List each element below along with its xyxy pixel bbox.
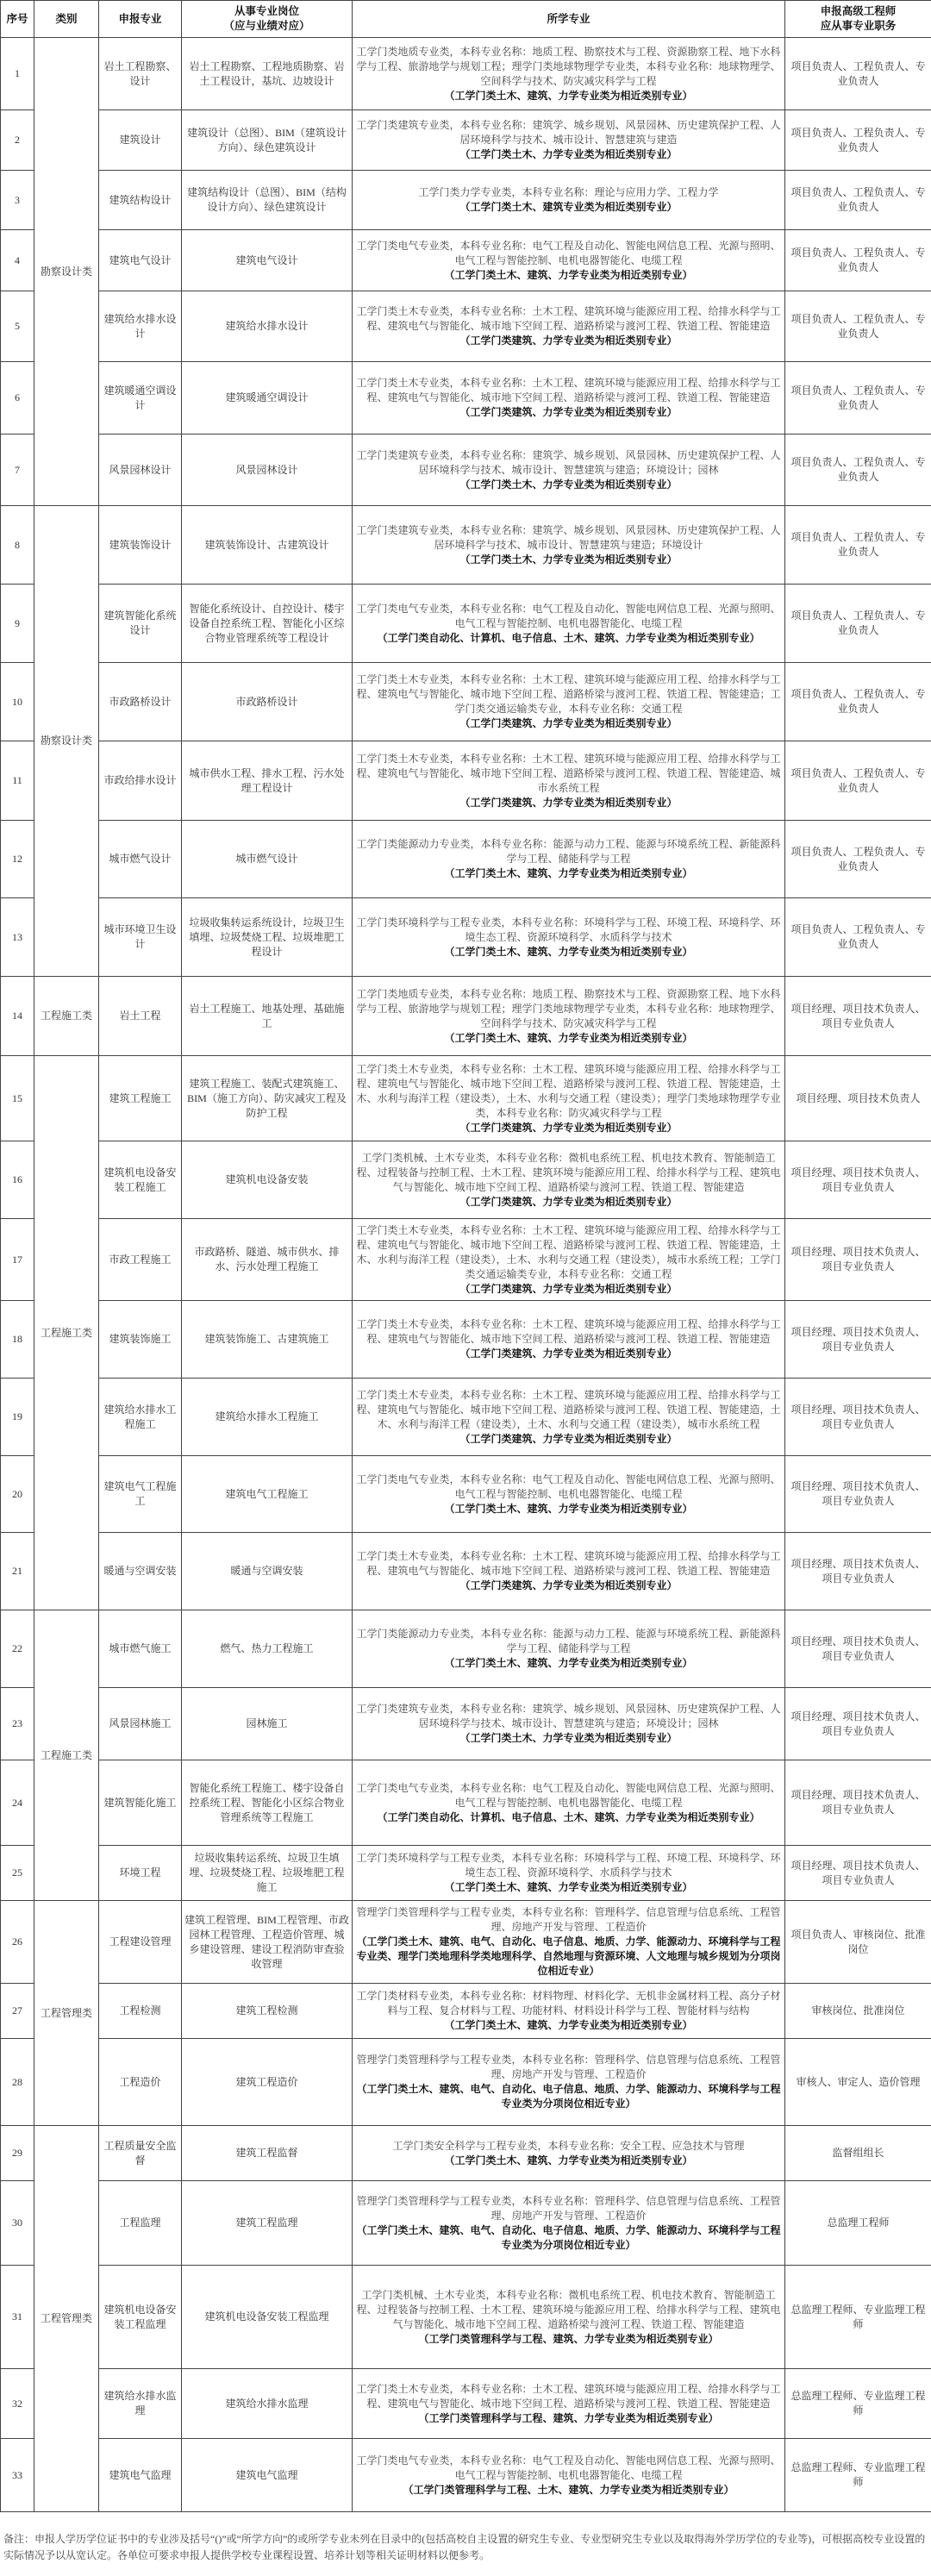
header-major: 申报专业 (99, 1, 182, 38)
required-duty: 项目经理、项目技术负责人 (785, 1056, 931, 1141)
studied-major-list: 工学门类地质专业类，本科专业名称：地质工程、勘察技术与工程、资源勘察工程、地下水科学与工程、旅游地学与规划工程；理学门类地球物理学专业类，本科专业名称：地球物理学、空间科学与技术、防灾减灾科学与工程 (356, 987, 781, 1029)
required-duty: 项目经理、项目技术负责人、项目专业负责人 (785, 1610, 931, 1688)
category-cell: 勘察设计类 (34, 506, 99, 977)
declared-major: 工程质量安全监督 (99, 2126, 182, 2181)
required-duty: 项目负责人、工程负责人、专业负责人 (785, 898, 931, 977)
studied-major-list: 工学门类安全科学与工程专业类，本科专业名称：安全工程、应急技术与管理 (392, 2139, 745, 2152)
studied-major (353, 291, 785, 362)
row-number: 14 (1, 977, 34, 1056)
header-position-line1: 从事专业岗位 (234, 5, 299, 17)
category-cell: 工程施工类 (34, 1056, 99, 1610)
related-majors-note: （工学门类土木、建筑专业类为相近类别专业） (459, 201, 678, 213)
declared-major: 风景园林施工 (99, 1688, 182, 1760)
required-duty: 项目经理、项目技术负责人、项目专业负责人 (785, 1688, 931, 1760)
related-majors-note: （工学门类建筑、力学专业类为相近类别专业） (459, 1121, 678, 1134)
table-row (1, 435, 931, 506)
row-number: 24 (1, 1760, 34, 1846)
related-majors-note: （工学门类土木、建筑、电气、自动化、电子信息、地质、力学、能源动力、环境科学与工程专业类为分项岗位相近专业） (356, 2223, 781, 2251)
studied-major (353, 1846, 785, 1901)
row-number: 8 (1, 506, 34, 585)
table-row (1, 663, 931, 741)
required-duty: 总监理工程师、专业监理工程师 (785, 2439, 931, 2512)
table-row (1, 2369, 931, 2439)
row-number: 19 (1, 1379, 34, 1456)
row-number: 28 (1, 2039, 34, 2126)
studied-major-list: 工学门类土木专业类，本科专业名称：土木工程、建筑环境与能源应用工程、给排水科学与工程、建筑电气与智能化、城市地下空间工程、道路桥梁与渡河工程、铁道工程、智能建造、城市水系统工程 (356, 752, 781, 794)
required-duty: 审核人、审定人、造价管理 (785, 2039, 931, 2126)
studied-major (353, 1688, 785, 1760)
required-duty: 项目负责人、工程负责人、专业负责人 (785, 435, 931, 506)
row-number: 20 (1, 1456, 34, 1533)
header-duty (785, 1, 931, 38)
category-cell: 勘察设计类 (34, 38, 99, 506)
related-majors-note: （工学门类土木、力学专业类为相近类别专业） (459, 553, 678, 566)
studied-major (353, 898, 785, 977)
studied-major-list: 工学门类土木专业类，本科专业名称：土木工程、建筑环境与能源应用工程、给排水科学与工程、建筑电气与智能化、城市地下空间工程、道路桥梁与渡河工程、铁道工程、智能建造，土木、水利与海洋工程（建设类），土木、水利与交通工程（建设类），城市水系统工程 (356, 1388, 781, 1430)
required-duty: 项目经理、项目技术负责人、项目专业负责人 (785, 1141, 931, 1219)
declared-major: 建筑结构设计 (99, 171, 182, 230)
table-row (1, 1846, 931, 1901)
studied-major (353, 663, 785, 741)
required-duty: 项目经理、项目技术负责人、项目专业负责人 (785, 1760, 931, 1846)
required-duty: 项目经理、项目技术负责人、项目专业负责人 (785, 1846, 931, 1901)
studied-major (353, 362, 785, 435)
related-majors-note: （工学门类建筑、力学专业类为相近类别专业） (459, 1432, 678, 1445)
studied-major-list: 工学门类建筑专业类，本科专业名称：建筑学、城乡规划、风景园林、历史建筑保护工程、人居环境科学与技术、城市设计、智慧建筑与建造 (356, 119, 781, 146)
professional-position: 垃圾收集转运系统、垃圾卫生填埋、垃圾焚烧工程、垃圾堆肥工程施工 (182, 1846, 353, 1901)
row-number: 11 (1, 741, 34, 821)
required-duty: 项目经理、项目技术负责人、项目专业负责人 (785, 1456, 931, 1533)
studied-major-list: 管理学门类管理科学与工程专业类，本科专业名称：管理科学、信息管理与信息系统、工程管理、房地产开发与管理、工程造价 (356, 2194, 781, 2222)
row-number: 18 (1, 1301, 34, 1379)
declared-major: 建筑给水排水监理 (99, 2369, 182, 2439)
studied-major (353, 2369, 785, 2439)
declared-major: 建筑机电设备安装工程监理 (99, 2266, 182, 2369)
professional-position: 建筑工程管理、BIM工程管理、市政园林工程管理、工程造价管理、城乡建设管理、建设工程消防审查验收管理 (182, 1901, 353, 1984)
related-majors-note: （工学门类土木、建筑、力学专业类为相近类别专业） (444, 945, 693, 958)
professional-position: 市政路桥设计 (182, 663, 353, 741)
declared-major: 建筑电气监理 (99, 2439, 182, 2512)
studied-major (353, 2266, 785, 2369)
professional-position: 建筑机电设备安装工程监理 (182, 2266, 353, 2369)
professional-position: 岩土工程勘察、工程地质勘察、岩土工程设计，基坑、边坡设计 (182, 38, 353, 110)
studied-major-list: 工学门类电气专业类，本科专业名称：电气工程及自动化、智能电网信息工程、光源与照明、电气工程与智能控制、电机电器智能化、电缆工程 (356, 2454, 781, 2481)
declared-major: 建筑设计 (99, 110, 182, 171)
professional-position: 建筑电气设计 (182, 230, 353, 291)
declared-major: 建筑装饰设计 (99, 506, 182, 585)
table-row (1, 1141, 931, 1219)
studied-major (353, 1984, 785, 2039)
related-majors-note: （工学门类管理科学与工程、土木、建筑、力学专业类为相近类别专业） (403, 2483, 734, 2496)
related-majors-note: （工学门类建筑、力学专业类为相近类别专业） (459, 1195, 678, 1208)
row-number: 31 (1, 2266, 34, 2369)
row-number: 32 (1, 2369, 34, 2439)
header-duty-line2: 应从事专业职务 (820, 20, 897, 32)
header-position-line2: （应与业绩对应） (223, 20, 310, 32)
related-majors-note: （工学门类建筑、力学专业类为相近类别专业） (459, 717, 678, 729)
professional-position: 建筑电气监理 (182, 2439, 353, 2512)
table-row (1, 1301, 931, 1379)
studied-major (353, 1056, 785, 1141)
related-majors-note: （工学门类土木、建筑、力学专业类为相近类别专业） (444, 867, 693, 879)
related-majors-note: （工学门类建筑、力学专业类为相近类别专业） (459, 406, 678, 418)
declared-major: 风景园林设计 (99, 435, 182, 506)
category-cell: 工程管理类 (34, 2126, 99, 2512)
table-row (1, 1688, 931, 1760)
row-number: 26 (1, 1901, 34, 1984)
professional-position: 建筑工程检测 (182, 1984, 353, 2039)
table-row (1, 110, 931, 171)
related-majors-note: （工学门类建筑、力学专业类为相近类别专业） (459, 1347, 678, 1360)
required-duty: 项目经理、项目技术负责人、项目专业负责人 (785, 1219, 931, 1301)
row-number: 2 (1, 110, 34, 171)
row-number: 27 (1, 1984, 34, 2039)
table-row (1, 230, 931, 291)
declared-major: 工程检测 (99, 1984, 182, 2039)
row-number: 25 (1, 1846, 34, 1901)
required-duty: 总监理工程师、专业监理工程师 (785, 2369, 931, 2439)
studied-major (353, 585, 785, 663)
declared-major: 市政给排水设计 (99, 741, 182, 821)
header-studied: 所学专业 (353, 1, 785, 38)
required-duty: 项目负责人、工程负责人、专业负责人 (785, 663, 931, 741)
professional-position: 建筑装饰设计、古建筑设计 (182, 506, 353, 585)
related-majors-note: （工学门类自动化、计算机、电子信息、土木、建筑、力学专业类为相近类别专业） (377, 631, 760, 644)
related-majors-note: （工学门类建筑、力学专业类为相近类别专业） (459, 1579, 678, 1591)
declared-major: 岩土工程勘察、设计 (99, 38, 182, 110)
table-row (1, 1379, 931, 1456)
table-row (1, 2181, 931, 2266)
professional-position: 垃圾收集转运系统设计，垃圾卫生填埋、垃圾焚烧工程、垃圾堆肥工程设计 (182, 898, 353, 977)
table-row (1, 1533, 931, 1610)
row-number: 30 (1, 2181, 34, 2266)
declared-major: 市政工程施工 (99, 1219, 182, 1301)
studied-major (353, 1533, 785, 1610)
required-duty: 项目经理、项目技术负责人、项目专业负责人 (785, 1533, 931, 1610)
professional-position: 智能化系统工程施工、楼宇设备自控系统工程、智能化小区综合物业管理系统等工程施工 (182, 1760, 353, 1846)
table-row (1, 2126, 931, 2181)
table-row (1, 2266, 931, 2369)
studied-major-list: 工学门类地质专业类，本科专业名称：地质工程、勘察技术与工程、资源勘察工程、地下水科学与工程、旅游地学与规划工程；理学门类地球物理学专业类，本科专业名称：地球物理学、空间科学与技术、防灾减灾科学与工程 (356, 45, 781, 87)
related-majors-note: （工学门类土木、建筑、力学专业类为相近类别专业） (444, 268, 693, 281)
related-majors-note: （工学门类土木、力学专业类为相近类别专业） (459, 1732, 678, 1744)
studied-major-list: 工学门类能源动力专业类，本科专业名称：能源与动力工程、能源与环境系统工程、新能源科学与工程、储能科学与工程 (356, 838, 781, 865)
row-number: 4 (1, 230, 34, 291)
studied-major-list: 工学门类机械、土木专业类，本科专业名称：微机电系统工程、机电技术教育、智能制造工程、过程装备与控制工程、土木工程、建筑环境与能源应用工程、给排水科学与工程、建筑电气与智能化、城市地下空间工程、道路桥梁与渡河工程、铁道工程、智能建造 (356, 1151, 781, 1193)
studied-major-list: 工学门类环境科学与工程专业类，本科专业名称：环境科学与工程、环境工程、环境科学、环境生态工程、资源环境科学、水质科学与技术 (356, 1852, 781, 1879)
declared-major: 建筑电气工程施工 (99, 1456, 182, 1533)
required-duty: 项目负责人、工程负责人、专业负责人 (785, 585, 931, 663)
studied-major-list: 工学门类建筑专业类，本科专业名称：建筑学、城乡规划、风景园林、历史建筑保护工程、人居环境科学与技术、城市设计、智慧建筑与建造；环境设计；园林 (356, 448, 781, 476)
studied-major-list: 工学门类土木专业类，本科专业名称：土木工程、建筑环境与能源应用工程、给排水科学与工程、建筑电气与智能化、城市地下空间工程、道路桥梁与渡河工程、铁道工程、智能建造，土木、水利与海洋工程（建设类），土木、水利与交通工程（建设类），城市水系统工程；工学门类交通运输类专业，本科专业名称：交通工程 (356, 1223, 781, 1280)
professional-position: 建筑装饰施工、古建筑施工 (182, 1301, 353, 1379)
related-majors-note: （工学门类管理科学与工程、建筑、力学专业类为相近类别专业） (418, 2411, 719, 2424)
table-row (1, 1610, 931, 1688)
studied-major (353, 1301, 785, 1379)
required-duty: 项目经理、项目技术负责人、项目专业负责人 (785, 1379, 931, 1456)
header-position (182, 1, 353, 38)
studied-major-list: 管理学门类管理科学与工程专业类，本科专业名称：管理科学、信息管理与信息系统、工程管理、房地产开发与管理、工程造价 (356, 2054, 781, 2080)
studied-major (353, 1141, 785, 1219)
studied-major-list: 工学门类能源动力专业类，本科专业名称：能源与动力工程、能源与环境系统工程、新能源科学与工程、储能科学与工程 (356, 1628, 781, 1654)
required-duty: 监督组组长 (785, 2126, 931, 2181)
required-duty: 项目负责人、审核岗位、批准岗位 (785, 1901, 931, 1984)
row-number: 12 (1, 821, 34, 898)
row-number: 6 (1, 362, 34, 435)
required-duty: 总监理工程师 (785, 2181, 931, 2266)
studied-major (353, 1610, 785, 1688)
studied-major (353, 1379, 785, 1456)
studied-major-list: 工学门类电气专业类，本科专业名称：电气工程及自动化、智能电网信息工程、光源与照明、电气工程与智能控制、电机电器智能化、电缆工程 (356, 1472, 781, 1500)
footnote: 备注：申报人学历学位证书中的专业涉及括号“()”或“所学方向”的或所学专业未列在目录中的(包括高校自主设置的研究生专业、专业型研究生专业以及取得海外学历学位的专业等)，可根据高校专业设置的实际情况予以从宽认定。各单位可要求申报人提供学校专业课程设置、培养计划等相关证明材料以便参考。 (3, 2533, 926, 2561)
declared-major: 建筑给水排水工程施工 (99, 1379, 182, 1456)
table-row (1, 506, 931, 585)
table-row (1, 38, 931, 110)
related-majors-note: （工学门类土木、建筑、力学专业类为相近类别专业） (444, 89, 693, 102)
professional-position: 建筑给水排水监理 (182, 2369, 353, 2439)
professional-position: 建筑给水排水设计 (182, 291, 353, 362)
professional-position: 园林施工 (182, 1688, 353, 1760)
row-number: 3 (1, 171, 34, 230)
declared-major: 工程造价 (99, 2039, 182, 2126)
professional-position: 建筑结构设计（总图）、BIM（结构设计方向）、绿色建筑设计 (182, 171, 353, 230)
declared-major: 建筑工程施工 (99, 1056, 182, 1141)
studied-major-list: 工学门类土木专业类，本科专业名称：土木工程、建筑环境与能源应用工程、给排水科学与工程、建筑电气与智能化、城市地下空间工程、道路桥梁与渡河工程、铁道工程、智能建造 (356, 377, 781, 403)
studied-major-list: 工学门类环境科学与工程专业类，本科专业名称：环境科学与工程、环境工程、环境科学、环境生态工程、资源环境科学、水质科学与技术 (356, 916, 781, 943)
related-majors-note: （工学门类土木、建筑、电气、自动化、电子信息、地质、力学、能源动力、环境科学与工程专业类为分项岗位相近专业） (356, 2083, 781, 2110)
declared-major: 建筑暖通空调设计 (99, 362, 182, 435)
declared-major: 城市燃气施工 (99, 1610, 182, 1688)
studied-major (353, 1760, 785, 1846)
related-majors-note: （工学门类土木、建筑、力学专业类为相近类别专业） (444, 1657, 693, 1669)
required-duty: 项目负责人、工程负责人、专业负责人 (785, 741, 931, 821)
row-number: 23 (1, 1688, 34, 1760)
studied-major (353, 821, 785, 898)
studied-major (353, 2181, 785, 2266)
table-row (1, 171, 931, 230)
related-majors-note: （工学门类土木、力学专业类为相近类别专业） (459, 148, 678, 160)
table-row (1, 977, 931, 1056)
row-number: 22 (1, 1610, 34, 1688)
related-majors-note: （工学门类自动化、计算机、电子信息、土木、建筑、力学专业类为相近类别专业） (377, 1810, 760, 1823)
studied-major (353, 230, 785, 291)
header-category: 类别 (34, 1, 99, 38)
declared-major: 市政路桥设计 (99, 663, 182, 741)
declared-major: 建筑电气设计 (99, 230, 182, 291)
related-majors-note: （工学门类土木、力学专业类为相近类别专业） (459, 478, 678, 491)
studied-major-list: 工学门类机械、土木专业类，本科专业名称：微机电系统工程、机电技术教育、智能制造工程、过程装备与控制工程、土木工程、建筑环境与能源应用工程、给排水科学与工程、建筑电气与智能化、城市地下空间工程、道路桥梁与渡河工程、铁道工程、智能建造 (356, 2288, 781, 2330)
professional-position: 智能化系统设计、自控设计、楼宇设备自控系统工程、智能化小区综合物业管理系统等工程设计 (182, 585, 353, 663)
related-majors-note: （工学门类管理科学与工程、建筑、力学专业类为相近类别专业） (418, 2332, 719, 2345)
related-majors-note: （工学门类土木、建筑、力学专业类为相近类别专业） (444, 2019, 693, 2031)
professional-position: 岩土工程施工、地基处理、基础施工 (182, 977, 353, 1056)
table-row (1, 1456, 931, 1533)
professional-position: 建筑机电设备安装 (182, 1141, 353, 1219)
studied-major (353, 1901, 785, 1984)
table-body (1, 38, 931, 2512)
declared-major: 建筑装饰施工 (99, 1301, 182, 1379)
row-number: 16 (1, 1141, 34, 1219)
related-majors-note: （工学门类土木、建筑、电气、自动化、电子信息、地质、力学、能源动力、环境科学与工程专业类、理学门类地理科学类地理科学、自然地理与资源环境、人文地理与城乡规划为分项岗位相近专业） (356, 1935, 781, 1977)
row-number: 33 (1, 2439, 34, 2512)
declared-major: 工程建设管理 (99, 1901, 182, 1984)
required-duty: 审核岗位、批准岗位 (785, 1984, 931, 2039)
table-row (1, 1901, 931, 1984)
studied-major-list: 工学门类建筑专业类，本科专业名称：建筑学、城乡规划、风景园林、历史建筑保护工程、人居环境科学与技术、城市设计、智慧建筑与建造；环境设计 (356, 523, 781, 551)
row-number: 1 (1, 38, 34, 110)
studied-major-list: 工学门类土木专业类，本科专业名称：土木工程、建筑环境与能源应用工程、给排水科学与工程、建筑电气与智能化、城市地下空间工程、道路桥梁与渡河工程、铁道工程、智能建造 (356, 1550, 781, 1577)
category-cell: 工程施工类 (34, 977, 99, 1056)
professional-position: 建筑工程造价 (182, 2039, 353, 2126)
professional-position: 燃气、热力工程施工 (182, 1610, 353, 1688)
studied-major (353, 506, 785, 585)
related-majors-note: （工学门类土木、建筑、力学专业类为相近类别专业） (444, 1031, 693, 1044)
studied-major-list: 工学门类力学专业类，本科专业名称：理论与应用力学、工程力学 (418, 186, 719, 198)
studied-major-list: 工学门类电气专业类，本科专业名称：电气工程及自动化、智能电网信息工程、光源与照明、电气工程与智能控制、电机电器智能化、电缆工程 (356, 602, 781, 629)
table-row (1, 585, 931, 663)
professional-position: 建筑工程施工、装配式建筑施工、BIM（施工方向）、防灾减灾工程及防护工程 (182, 1056, 353, 1141)
required-duty: 总监理工程师、专业监理工程师 (785, 2266, 931, 2369)
studied-major (353, 741, 785, 821)
required-duty: 项目负责人、工程负责人、专业负责人 (785, 171, 931, 230)
row-number: 21 (1, 1533, 34, 1610)
studied-major (353, 1456, 785, 1533)
required-duty: 项目负责人、工程负责人、专业负责人 (785, 821, 931, 898)
declared-major: 建筑智能化施工 (99, 1760, 182, 1846)
studied-major (353, 2439, 785, 2512)
row-number: 17 (1, 1219, 34, 1301)
studied-major-list: 工学门类土木专业类，本科专业名称：土木工程、建筑环境与能源应用工程、给排水科学与工程、建筑电气与智能化、城市地下空间工程、道路桥梁与渡河工程、铁道工程、智能建造，土木、水利与海洋工程（建设类），土木、水利与交通工程（建设类）；理学门类地球物理学专业类，本科专业名称：防灾减灾科学与工程 (356, 1062, 781, 1119)
studied-major (353, 435, 785, 506)
professional-position: 建筑设计（总图）、BIM（建筑设计方向）、绿色建筑设计 (182, 110, 353, 171)
required-duty: 项目负责人、工程负责人、专业负责人 (785, 38, 931, 110)
declared-major: 工程监理 (99, 2181, 182, 2266)
studied-major-list: 工学门类土木专业类，本科专业名称：土木工程、建筑环境与能源应用工程、给排水科学与工程、建筑电气与智能化、城市地下空间工程、道路桥梁与渡河工程、铁道工程、智能建造 (356, 1318, 781, 1345)
professional-position: 建筑给水排水工程施工 (182, 1379, 353, 1456)
related-majors-note: （工学门类建筑、力学专业类为相近类别专业） (459, 796, 678, 809)
required-duty: 项目负责人、工程负责人、专业负责人 (785, 506, 931, 585)
declared-major: 岩土工程 (99, 977, 182, 1056)
professional-position: 建筑工程监督 (182, 2126, 353, 2181)
header-no: 序号 (1, 1, 34, 38)
table-row (1, 1760, 931, 1846)
required-duty: 项目负责人、工程负责人、专业负责人 (785, 291, 931, 362)
studied-major (353, 171, 785, 230)
studied-major-list: 工学门类土木专业类，本科专业名称：土木工程、建筑环境与能源应用工程、给排水科学与工程、建筑电气与智能化、城市地下空间工程、道路桥梁与渡河工程、铁道工程、智能建造；工学门类交通运输类专业，本科专业名称：交通工程 (356, 673, 781, 715)
required-duty: 项目经理、项目技术负责人、项目专业负责人 (785, 977, 931, 1056)
related-majors-note: （工学门类土木、建筑、力学专业类为相近类别专业） (444, 2154, 693, 2166)
studied-major (353, 38, 785, 110)
studied-major-list: 工学门类土木专业类，本科专业名称：土木工程、建筑环境与能源应用工程、给排水科学与工程、建筑电气与智能化、城市地下空间工程、道路桥梁与渡河工程、铁道工程、智能建造 (356, 2382, 781, 2410)
table-row (1, 291, 931, 362)
row-number: 13 (1, 898, 34, 977)
related-majors-note: （工学门类建筑、力学专业类为相近类别专业） (459, 335, 678, 347)
studied-major-list: 工学门类电气专业类，本科专业名称：电气工程及自动化、智能电网信息工程、光源与照明、电气工程与智能控制、电机电器智能化、电缆工程 (356, 1781, 781, 1809)
table-row (1, 1984, 931, 2039)
professional-position: 建筑暖通空调设计 (182, 362, 353, 435)
header-duty-line1: 申报高级工程师 (820, 5, 897, 17)
declared-major: 城市燃气设计 (99, 821, 182, 898)
table-row (1, 2439, 931, 2512)
table-row (1, 741, 931, 821)
row-number: 9 (1, 585, 34, 663)
declared-major: 建筑给水排水设计 (99, 291, 182, 362)
row-number: 7 (1, 435, 34, 506)
professional-position: 市政路桥、隧道、城市供水、排水、污水处理工程施工 (182, 1219, 353, 1301)
declared-major: 建筑智能化系统设计 (99, 585, 182, 663)
related-majors-note: （工学门类土木、建筑、力学专业类为相近类别专业） (444, 1502, 693, 1515)
table-header-row (1, 1, 931, 38)
declared-major: 暖通与空调安装 (99, 1533, 182, 1610)
professional-position: 城市燃气设计 (182, 821, 353, 898)
row-number: 15 (1, 1056, 34, 1141)
required-duty: 项目负责人、工程负责人、专业负责人 (785, 110, 931, 171)
required-duty: 项目负责人、工程负责人、专业负责人 (785, 230, 931, 291)
row-number: 10 (1, 663, 34, 741)
studied-major-list: 工学门类土木专业类，本科专业名称：土木工程、建筑环境与能源应用工程、给排水科学与工程、建筑电气与智能化、城市地下空间工程、道路桥梁与渡河工程、铁道工程、智能建造 (356, 305, 781, 332)
required-duty: 项目经理、项目技术负责人、项目专业负责人 (785, 1301, 931, 1379)
table-row (1, 2039, 931, 2126)
studied-major (353, 2126, 785, 2181)
studied-major (353, 977, 785, 1056)
category-cell: 工程施工类 (34, 1610, 99, 1901)
studied-major-list: 工学门类电气专业类，本科专业名称：电气工程及自动化、智能电网信息工程、光源与照明、电气工程与智能控制、电机电器智能化、电缆工程 (356, 239, 781, 266)
row-number: 29 (1, 2126, 34, 2181)
professional-position: 风景园林设计 (182, 435, 353, 506)
row-number: 5 (1, 291, 34, 362)
declared-major: 城市环境卫生设计 (99, 898, 182, 977)
professional-position: 暖通与空调安装 (182, 1533, 353, 1610)
table-row (1, 821, 931, 898)
table-row (1, 1056, 931, 1141)
studied-major-list: 工学门类材料专业类，本科专业名称：材料物理、材料化学、无机非金属材料工程、高分子材料与工程、复合材料与工程、功能材料、材料设计科学与工程、智能材料与结构 (356, 1990, 781, 2016)
table-row (1, 1219, 931, 1301)
required-duty: 项目负责人、工程负责人、专业负责人 (785, 362, 931, 435)
table-row (1, 362, 931, 435)
studied-major-list: 管理学门类管理科学与工程专业类，本科专业名称：管理科学、信息管理与信息系统、工程管理、房地产开发与管理、工程造价 (356, 1906, 781, 1933)
studied-major (353, 1219, 785, 1301)
professional-position: 建筑电气工程施工 (182, 1456, 353, 1533)
professional-position: 建筑工程监理 (182, 2181, 353, 2266)
professional-position: 城市供水工程、排水工程、污水处理工程设计 (182, 741, 353, 821)
studied-major (353, 2039, 785, 2126)
related-majors-note: （工学门类建筑、力学专业类为相近类别专业） (459, 1282, 678, 1295)
declared-major: 环境工程 (99, 1846, 182, 1901)
studied-major (353, 110, 785, 171)
studied-major-list: 工学门类建筑专业类，本科专业名称：建筑学、城乡规划、风景园林、历史建筑保护工程、人居环境科学与技术、城市设计、智慧建筑与建造；环境设计；园林 (356, 1703, 781, 1729)
related-majors-note: （工学门类土木、建筑、力学专业类为相近类别专业） (444, 1881, 693, 1893)
declared-major: 建筑机电设备安装工程施工 (99, 1141, 182, 1219)
category-cell: 工程管理类 (34, 1901, 99, 2126)
table-row (1, 898, 931, 977)
